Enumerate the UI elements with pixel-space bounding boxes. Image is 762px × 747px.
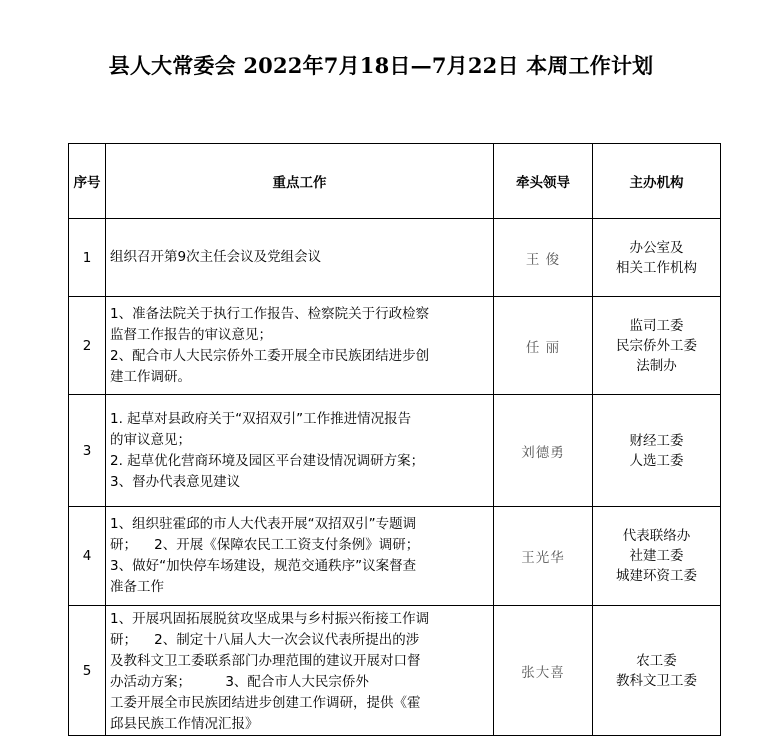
- row-leader: 王 俊: [494, 219, 593, 297]
- row-organization: [593, 606, 721, 736]
- org-line: 社建工委: [629, 548, 684, 564]
- table-row: [69, 507, 721, 606]
- work-line: 邱县民族工作情况汇报》: [110, 716, 259, 732]
- row-number: 5: [69, 606, 106, 736]
- work-line: 组织召开第9次主任会议及党组会议: [110, 249, 322, 265]
- row-organization: [593, 395, 721, 507]
- header-serial-number: 序号: [69, 144, 106, 219]
- work-line: 1、组织驻霍邱的市人大代表开展“双招双引”专题调: [110, 516, 417, 532]
- org-line: 教科文卫工委: [616, 672, 697, 689]
- table-row: [69, 219, 721, 297]
- work-line: 3、做好“加快停车场建设，规范交通秩序”议案督查: [110, 558, 417, 574]
- work-plan-table: [68, 143, 721, 736]
- work-line: 1、准备法院关于执行工作报告、检察院关于行政检察: [110, 305, 430, 322]
- row-leader: 任 丽: [494, 297, 593, 395]
- org-line: 法制办: [636, 357, 677, 374]
- org-line: 人选工委: [629, 452, 684, 469]
- work-line: 的审议意见；: [110, 431, 191, 448]
- row-number: 1: [69, 219, 106, 297]
- table-row: [69, 297, 721, 395]
- row-organization: [593, 297, 721, 395]
- row-leader: 王光华: [494, 507, 593, 606]
- table-row: [69, 395, 721, 507]
- row-number: 3: [69, 395, 106, 507]
- work-line: 及教科文卫工委联系部门办理范围的建议开展对口督: [110, 653, 421, 669]
- org-line: 相关工作机构: [616, 259, 697, 276]
- org-line: 城建环资工委: [616, 568, 697, 584]
- header-key-work: 重点工作: [106, 144, 494, 219]
- work-line: 建工作调研。: [110, 368, 191, 385]
- work-line: 1. 起草对县政府关于“双招双引”工作推进情况报告: [110, 410, 412, 427]
- header-host-organization: 主办机构: [593, 144, 721, 219]
- work-line: 准备工作: [110, 579, 164, 595]
- header-lead-leader: 牵头领导: [494, 144, 593, 219]
- work-line: 研； 2、制定十八届人大一次会议代表所提出的涉: [110, 632, 420, 648]
- org-line: 农工委: [636, 652, 677, 669]
- page-title: 县人大常委会 2022年7月18日—7月22日 本周工作计划: [108, 53, 654, 78]
- work-line: 工委开展全市民族团结进步创建工作调研，提供《霍: [110, 695, 421, 711]
- row-number: 4: [69, 507, 106, 606]
- row-work: [106, 395, 494, 507]
- table-row: [69, 606, 721, 736]
- row-leader: 张大喜: [494, 606, 593, 736]
- org-line: 代表联络办: [622, 528, 691, 544]
- work-line: 办活动方案； 3、配合市人大民宗侨外: [110, 674, 369, 690]
- work-line: 监督工作报告的审议意见；: [110, 326, 272, 343]
- work-line: 2、配合市人大民宗侨外工委开展全市民族团结进步创: [110, 347, 430, 364]
- row-work: [106, 297, 494, 395]
- org-line: 监司工委: [629, 317, 684, 334]
- row-number: 2: [69, 297, 106, 395]
- row-organization: [593, 219, 721, 297]
- work-line: 2. 起草优化营商环境及园区平台建设情况调研方案；: [110, 452, 425, 469]
- work-line: 研； 2、开展《保障农民工工资支付条例》调研；: [110, 537, 420, 553]
- table-header-row: [69, 144, 721, 219]
- row-work: [106, 507, 494, 606]
- row-organization: [593, 507, 721, 606]
- org-line: 民宗侨外工委: [616, 337, 697, 354]
- row-work: [106, 606, 494, 736]
- org-line: 办公室及: [629, 239, 684, 256]
- row-work: [106, 219, 494, 297]
- work-line: 3、督办代表意见建议: [110, 473, 241, 490]
- row-leader: 刘德勇: [494, 395, 593, 507]
- work-line: 1、开展巩固拓展脱贫攻坚成果与乡村振兴衔接工作调: [110, 611, 430, 627]
- org-line: 财经工委: [629, 432, 684, 449]
